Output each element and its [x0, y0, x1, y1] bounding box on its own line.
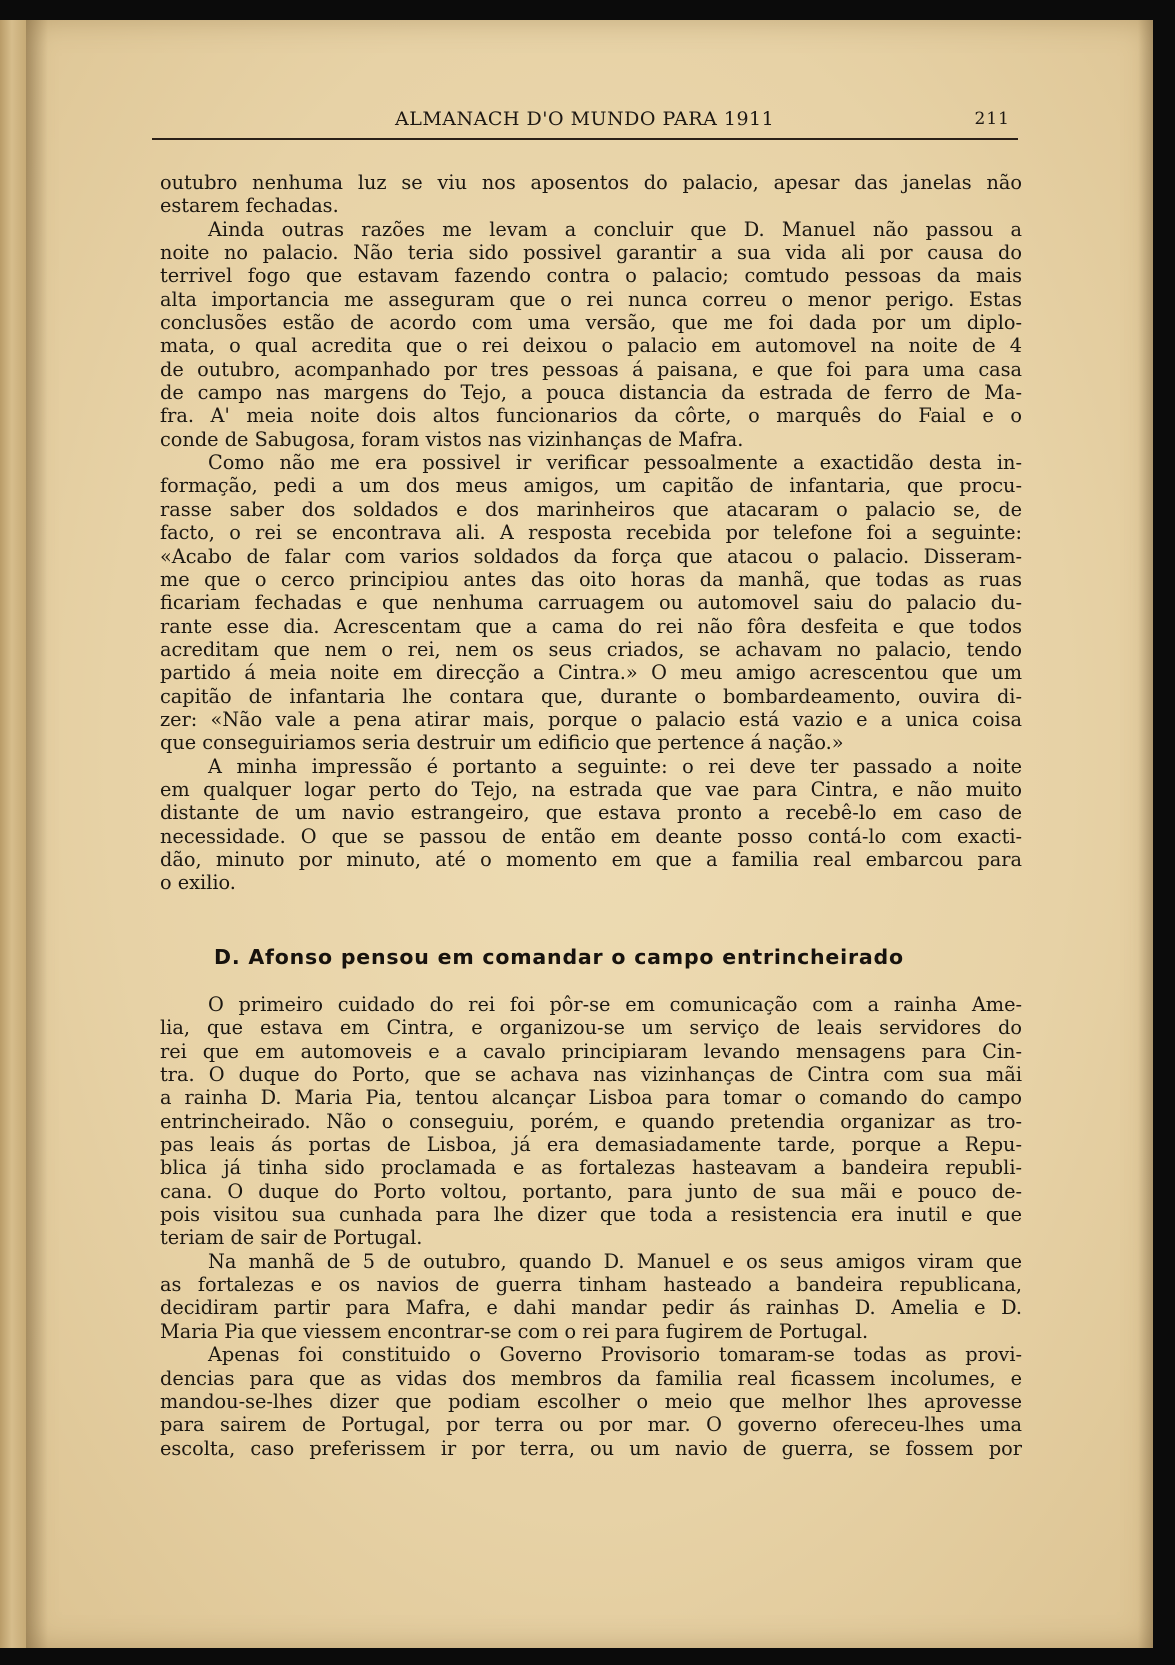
text-line: Na manhã de 5 de outubro, quando D. Manuel e os seus amigos viram que	[208, 1249, 1022, 1273]
text-line: pas leais ás portas de Lisboa, já era demasiadamente tarde, porque a Repu-	[160, 1133, 1022, 1157]
text-line: terrivel fogo que estavam fazendo contra o palacio; comtudo pessoas da mais	[160, 264, 1022, 288]
text-line: «Acabo de falar com varios soldados da força que atacou o palacio. Disseram-	[160, 544, 1022, 568]
text-line: me que o cerco principiou antes das oito horas da manhã, que todas as ruas	[160, 567, 1022, 591]
text-line: dencias para que as vidas dos membros da familia real ficassem incolumes, e	[160, 1366, 1022, 1390]
text-line: ficariam fechadas e que nenhuma carruagem ou automovel saiu do palacio du-	[160, 591, 1022, 615]
text-line: rante esse dia. Acrescentam que a cama do rei não fôra desfeita e que todos	[160, 614, 1022, 638]
text-line: para sairem de Portugal, por terra ou por mar. O governo ofereceu-lhes uma	[160, 1413, 1022, 1437]
text-line: alta importancia me asseguram que o rei nunca correu o menor perigo. Estas	[160, 287, 1022, 311]
text-line: partido á meia noite em direcção a Cintra.» O meu amigo acrescentou que um	[160, 661, 1022, 685]
text-line: teriam de sair de Portugal.	[160, 1226, 423, 1250]
text-line: conclusões estão de acordo com uma versão, que me foi dada por um diplo-	[160, 311, 1022, 335]
text-line: as fortalezas e os navios de guerra tinham hasteado a bandeira republicana,	[160, 1273, 1022, 1297]
text-line: a rainha D. Maria Pia, tentou alcançar Lisboa para tomar o comando do campo	[160, 1086, 1022, 1110]
text-line: pois visitou sua cunhada para lhe dizer que toda a resistencia era inutil e que	[160, 1203, 1022, 1227]
text-line: A minha impressão é portanto a seguinte: o rei deve ter passado a noite	[208, 754, 1022, 778]
text-line: rei que em automoveis e a cavalo principiaram levando mensagens para Cin-	[160, 1039, 1022, 1063]
text-line: O primeiro cuidado do rei foi pôr-se em comunicação com a rainha Ame-	[208, 993, 1022, 1016]
text-line: Ainda outras razões me levam a concluir que D. Manuel não passou a	[208, 217, 1022, 241]
text-line: zer: «Não vale a pena atirar mais, porque o palacio está vazio e a unica coisa	[160, 707, 1022, 731]
page-number: 211	[974, 109, 1010, 129]
text-line: decidiram partir para Mafra, e dahi mandar pedir ás rainhas D. Amelia e D.	[160, 1296, 1022, 1320]
header-rule	[152, 138, 1018, 140]
running-header	[150, 106, 1018, 140]
body-text-section-2	[160, 993, 1022, 1460]
text-line: capitão de infantaria lhe contara que, durante o bombardeamento, ouvira di-	[160, 684, 1022, 708]
gutter-shadow	[26, 20, 48, 1648]
text-line: Maria Pia que viessem encontrar-se com o rei para fugirem de Portugal.	[160, 1319, 869, 1343]
text-line: noite no palacio. Não teria sido possivel garantir a sua vida ali por causa do	[160, 241, 1022, 265]
right-page-edge	[1138, 20, 1153, 1648]
text-line: dão, minuto por minuto, até o momento em que a familia real embarcou para	[160, 847, 1022, 871]
text-line: lia, que estava em Cintra, e organizou-se um serviço de leais servidores do	[160, 1016, 1022, 1040]
left-page-edge	[0, 20, 27, 1648]
text-line: mata, o qual acredita que o rei deixou o palacio em automovel na noite de 4	[160, 334, 1022, 358]
header-title: ALMANACH D'O MUNDO PARA 1911	[395, 108, 775, 130]
text-line: acreditam que nem o rei, nem os seus criados, se achavam no palacio, tendo	[160, 637, 1022, 661]
body-text-section-1	[160, 171, 1022, 895]
text-line: mandou-se-lhes dizer que podiam escolher o meio que melhor lhes aprovesse	[160, 1389, 1022, 1413]
text-line: entrincheirado. Não o conseguiu, porém, e quando pretendia organizar as tro-	[160, 1109, 1022, 1133]
text-line: facto, o rei se encontrava ali. A resposta recebida por telefone foi a seguinte:	[160, 521, 1022, 545]
text-line: Apenas foi constituido o Governo Provisorio tomaram-se todas as provi-	[208, 1343, 1022, 1367]
text-line: em qualquer logar perto do Tejo, na estrada que vae para Cintra, e não muito	[160, 777, 1022, 801]
text-line: cana. O duque do Porto voltou, portanto, para junto de sua mãi e pouco de-	[160, 1179, 1022, 1203]
text-line: rasse saber dos soldados e dos marinheiros que atacaram o palacio se, de	[160, 497, 1022, 521]
text-line: o exilio.	[160, 871, 236, 895]
text-line: fra. A' meia noite dois altos funcionarios da côrte, o marquês do Faial e o	[160, 404, 1022, 428]
text-line: blica já tinha sido proclamada e as fortalezas hasteavam a bandeira republi-	[160, 1156, 1022, 1180]
text-line: conde de Sabugosa, foram vistos nas vizinhanças de Mafra.	[160, 427, 744, 451]
section-heading: D. Afonso pensou em comandar o campo entrincheirado	[214, 945, 904, 969]
text-line: que conseguiriamos seria destruir um edificio que pertence á nação.»	[160, 731, 844, 755]
text-line: de campo nas margens do Tejo, a pouca distancia da estrada de ferro de Ma-	[160, 381, 1022, 405]
text-line: formação, pedi a um dos meus amigos, um capitão de infantaria, que procu-	[160, 474, 1022, 498]
text-line: distante de um navio estrangeiro, que estava pronto a recebê-lo em caso de	[160, 801, 1022, 825]
text-line: Como não me era possivel ir verificar pessoalmente a exactidão desta in-	[208, 451, 1022, 475]
text-line: outubro nenhuma luz se viu nos aposentos do palacio, apesar das janelas não	[160, 171, 1022, 194]
text-line: tra. O duque do Porto, que se achava nas vizinhanças de Cintra com sua mãi	[160, 1063, 1022, 1087]
text-line: escolta, caso preferissem ir por terra, ou um navio de guerra, se fossem por	[160, 1436, 1022, 1460]
text-line: de outubro, acompanhado por tres pessoas á paisana, e que foi para uma casa	[160, 357, 1022, 381]
text-line: necessidade. O que se passou de então em deante posso contá-lo com exacti-	[160, 824, 1022, 848]
text-line: estarem fechadas.	[160, 194, 339, 218]
